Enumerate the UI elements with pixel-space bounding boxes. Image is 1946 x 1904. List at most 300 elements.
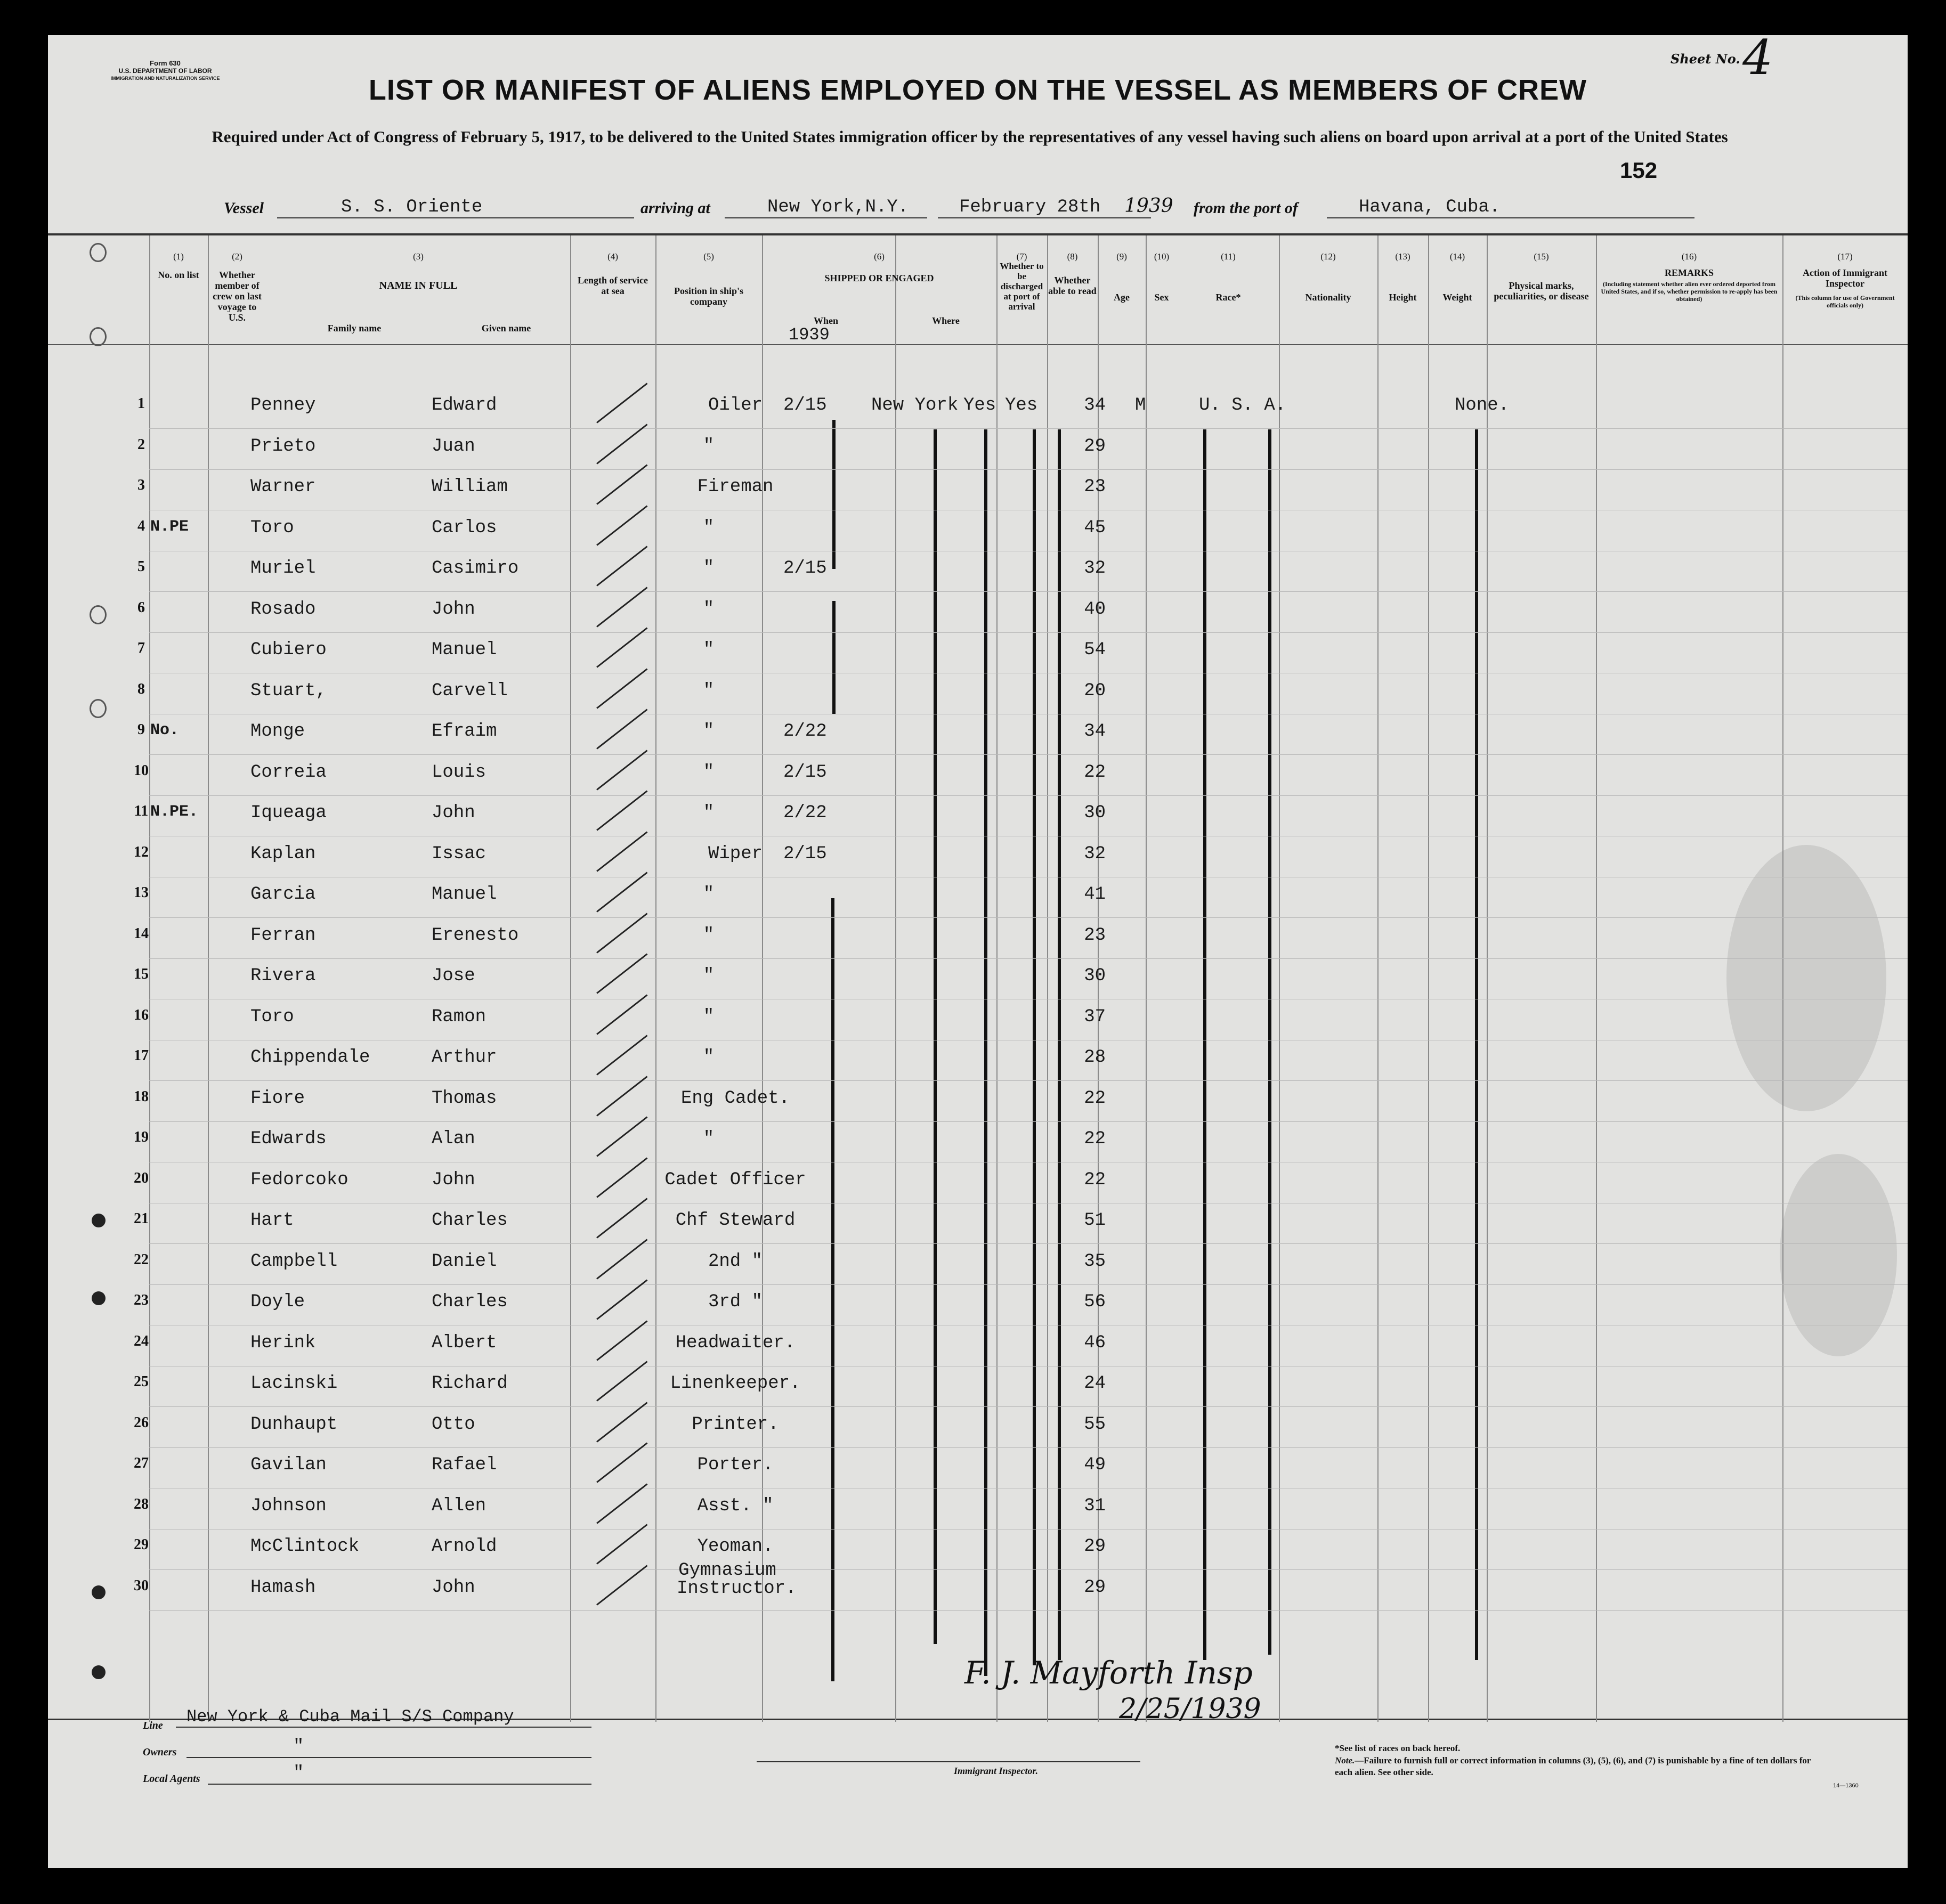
family-name: Lacinski	[250, 1373, 338, 1394]
service-check-mark	[596, 750, 647, 790]
header-bottom-border	[48, 344, 1908, 345]
ditto-line	[832, 601, 836, 714]
row-number: 29	[134, 1536, 149, 1553]
position: "	[703, 640, 715, 660]
position: "	[703, 966, 715, 986]
family-name: Johnson	[250, 1495, 327, 1516]
given-name: Richard	[432, 1373, 508, 1394]
page-subtitle: Required under Act of Congress of February 5, 1917, to be delivered to the United States immigration officer by the representatives of any vessel having such aliens on board upon arrival at a port of the United States	[212, 127, 1728, 146]
penalty-note: Note.—Failure to furnish full or correct information in columns (3), (5), (6), and (7) is punishable by a fine of ten dollars for each alien. See other side.	[1335, 1755, 1811, 1777]
discharged-yes: Yes	[963, 395, 996, 416]
position: Wiper	[708, 843, 763, 864]
col-head: NAME IN FULL	[379, 280, 458, 291]
family-name: Doyle	[250, 1292, 305, 1312]
age: 49	[1084, 1455, 1106, 1475]
service-check-mark	[596, 505, 647, 546]
inspector-label: Immigrant Inspector.	[954, 1765, 1039, 1776]
ditto-line	[1475, 429, 1478, 1660]
vessel-label: Vessel	[224, 199, 264, 217]
service-check-mark	[596, 1239, 647, 1279]
vessel-name: S. S. Oriente	[277, 197, 634, 218]
position: "	[703, 721, 715, 742]
row-line	[149, 1569, 1908, 1570]
position: "	[703, 1006, 715, 1027]
service-check-mark	[596, 1198, 647, 1238]
physical-marks-value: None.	[1455, 395, 1510, 416]
position: "	[703, 762, 715, 783]
local-agents-value: "	[208, 1763, 591, 1785]
row-line	[149, 632, 1908, 633]
service-check-mark	[596, 831, 647, 872]
row-number: 14	[134, 925, 149, 942]
family-name: Correia	[250, 762, 327, 783]
family-name: Iqueaga	[250, 803, 327, 823]
col-num: (3)	[413, 251, 424, 262]
service-check-mark	[596, 953, 647, 994]
col-head: REMARKS	[1664, 267, 1714, 278]
given-name: William	[432, 477, 508, 497]
age: 31	[1084, 1495, 1106, 1516]
row-line	[149, 469, 1908, 470]
service-check-mark	[596, 913, 647, 953]
service-check-mark	[596, 383, 647, 423]
row-number: 30	[134, 1577, 149, 1594]
from-port: Havana, Cuba.	[1327, 197, 1694, 218]
binder-hole	[90, 243, 107, 262]
service-check-mark	[596, 1402, 647, 1442]
col-head: Nationality	[1305, 292, 1351, 303]
family-name: Kaplan	[250, 843, 316, 864]
binder-hole	[92, 1585, 106, 1599]
col-head: No. on list	[158, 270, 199, 280]
family-name: Prieto	[250, 436, 316, 457]
row-line	[149, 917, 1908, 918]
row-line	[149, 1080, 1908, 1081]
row-number: 5	[137, 558, 145, 575]
previous-voyage: N.PE.	[150, 803, 199, 821]
position: "	[703, 1047, 715, 1068]
service-check-mark	[596, 627, 647, 668]
page-title: LIST OR MANIFEST OF ALIENS EMPLOYED ON THE VESSEL AS MEMBERS OF CREW	[368, 74, 1587, 106]
shipped-when: 2/15	[783, 843, 827, 864]
given-name: Manuel	[432, 640, 497, 660]
service-check-mark	[596, 1035, 647, 1075]
previous-voyage: N.PE	[150, 517, 189, 536]
age: 22	[1084, 1169, 1106, 1190]
given-name: John	[432, 803, 475, 823]
binder-hole	[92, 1291, 106, 1305]
age: 56	[1084, 1292, 1106, 1312]
age: 22	[1084, 1129, 1106, 1149]
given-name: Otto	[432, 1414, 475, 1435]
age: 20	[1084, 680, 1106, 701]
binder-hole	[90, 605, 107, 624]
given-name: Edward	[432, 395, 497, 416]
manifest-sheet	[48, 35, 1908, 1868]
position: Printer.	[692, 1414, 779, 1435]
service-check-mark	[596, 587, 647, 627]
row-number: 25	[134, 1373, 149, 1390]
age: 46	[1084, 1332, 1106, 1353]
position: "	[703, 517, 715, 538]
row-number: 9	[137, 721, 145, 738]
col-num: (11)	[1221, 251, 1236, 262]
row-line	[149, 795, 1908, 796]
col-num: (10)	[1154, 251, 1170, 262]
col-num: (12)	[1320, 251, 1336, 262]
row-number: 24	[134, 1332, 149, 1349]
row-number: 12	[134, 843, 149, 860]
col-head: Physical marks, peculiarities, or disease	[1494, 280, 1589, 302]
ditto-line	[832, 420, 836, 569]
service-check-mark	[596, 1279, 647, 1320]
service-check-mark	[596, 994, 647, 1035]
position: "	[703, 884, 715, 905]
age: 32	[1084, 843, 1106, 864]
row-number: 18	[134, 1088, 149, 1105]
family-name: Toro	[250, 1006, 294, 1027]
shipped-when: 2/15	[783, 395, 827, 416]
given-name: Jose	[432, 966, 475, 986]
service-check-mark	[596, 668, 647, 709]
age: 41	[1084, 884, 1106, 905]
position: Headwaiter.	[675, 1332, 796, 1353]
service-check-mark	[596, 1361, 647, 1401]
col-num: (2)	[232, 251, 242, 262]
previous-voyage: No.	[150, 721, 180, 739]
given-name: Manuel	[432, 884, 497, 905]
row-number: 7	[137, 640, 145, 656]
form-id: Form 630 U.S. DEPARTMENT OF LABOR IMMIGRATION AND NATURALIZATION SERVICE	[110, 59, 220, 81]
family-name: Muriel	[250, 558, 316, 579]
family-name: Dunhaupt	[250, 1414, 338, 1435]
row-number: 27	[134, 1455, 149, 1471]
age: 45	[1084, 517, 1106, 538]
ditto-line	[1058, 429, 1061, 1660]
position: "	[703, 599, 715, 620]
family-name: Ferran	[250, 925, 316, 946]
print-code: 14—1360	[1833, 1783, 1859, 1789]
position: "	[703, 1129, 715, 1149]
given-name: Albert	[432, 1332, 497, 1353]
position: "	[703, 680, 715, 701]
family-name: Stuart,	[250, 680, 327, 701]
family-name: Monge	[250, 721, 305, 742]
given-name: Carvell	[432, 680, 508, 701]
sheet-label: Sheet No.	[1671, 51, 1740, 67]
position: "	[703, 558, 715, 579]
row-number: 19	[134, 1129, 149, 1145]
row-number: 23	[134, 1292, 149, 1308]
age: 37	[1084, 1006, 1106, 1027]
inspector-line	[757, 1761, 1140, 1762]
binder-hole	[90, 327, 107, 346]
given-name: Erenesto	[432, 925, 519, 946]
row-number: 1	[137, 395, 145, 412]
col-subhead: Family name	[327, 323, 382, 333]
age: 29	[1084, 1536, 1106, 1557]
col-note: (This column for use of Government officials only)	[1795, 294, 1895, 309]
given-name: Ramon	[432, 1006, 486, 1027]
ditto-line	[1203, 429, 1206, 1660]
col-subhead: Given name	[481, 323, 531, 333]
position: Porter.	[697, 1455, 774, 1475]
row-number: 17	[134, 1047, 149, 1064]
col-head: Whether member of crew on last voyage to U.S.	[213, 270, 262, 323]
family-name: Rivera	[250, 966, 316, 986]
family-name: Garcia	[250, 884, 316, 905]
age: 23	[1084, 477, 1106, 497]
row-line	[149, 591, 1908, 592]
position: Linenkeeper.	[670, 1373, 801, 1394]
shipped-where: New York	[871, 395, 959, 416]
sex-value: M	[1135, 395, 1146, 416]
given-name: Allen	[432, 1495, 486, 1516]
col-head: Position in ship's company	[674, 286, 744, 307]
owners-label: Owners	[143, 1746, 177, 1758]
service-check-mark	[596, 1565, 647, 1605]
col-num: (9)	[1116, 251, 1127, 262]
row-number: 4	[137, 517, 145, 534]
service-check-mark	[596, 464, 647, 505]
service-check-mark	[596, 790, 647, 831]
row-number: 22	[134, 1251, 149, 1268]
row-line	[149, 1406, 1908, 1407]
given-name: Daniel	[432, 1251, 497, 1272]
col-head: Action of Immigrant Inspector	[1803, 267, 1887, 289]
service-check-mark	[596, 1483, 647, 1524]
row-line	[149, 1447, 1908, 1448]
row-number: 6	[137, 599, 145, 616]
row-line	[149, 1121, 1908, 1122]
col-head: SHIPPED OR ENGAGED	[824, 273, 934, 283]
binder-hole	[92, 1214, 106, 1227]
col-num: (8)	[1067, 251, 1078, 262]
stain	[1726, 845, 1886, 1111]
service-check-mark	[596, 546, 647, 586]
given-name: John	[432, 599, 475, 620]
col-num: (1)	[173, 251, 184, 262]
inspector-signature: F. J. Mayforth Insp	[964, 1655, 1253, 1691]
col-head: Length of service at sea	[578, 275, 648, 296]
age: 30	[1084, 966, 1106, 986]
family-name: Fedorcoko	[250, 1169, 348, 1190]
age: 22	[1084, 762, 1106, 783]
ditto-line	[1033, 429, 1036, 1665]
col-num: (4)	[607, 251, 618, 262]
family-name: Toro	[250, 517, 294, 538]
given-name: Casimiro	[432, 558, 519, 579]
binder-hole	[92, 1665, 106, 1679]
given-name: Arthur	[432, 1047, 497, 1068]
row-number: 2	[137, 436, 145, 453]
given-name: Thomas	[432, 1088, 497, 1109]
row-line	[149, 1610, 1908, 1611]
col-num: (16)	[1681, 251, 1697, 262]
stamp-number: 152	[1620, 158, 1658, 183]
row-number: 26	[134, 1414, 149, 1431]
age: 35	[1084, 1251, 1106, 1272]
row-line	[149, 1243, 1908, 1244]
age: 54	[1084, 640, 1106, 660]
family-name: Herink	[250, 1332, 316, 1353]
col-num: (14)	[1449, 251, 1465, 262]
shipped-when: 2/22	[783, 803, 827, 823]
family-name: Warner	[250, 477, 316, 497]
position: 3rd "	[708, 1292, 763, 1312]
col-head: Whether to be discharged at port of arrival	[1000, 261, 1044, 312]
service-check-mark	[596, 709, 647, 749]
col-subhead: When	[813, 315, 838, 326]
row-number: 15	[134, 966, 149, 982]
line-value: New York & Cuba Mail S/S Company	[176, 1707, 591, 1728]
family-name: Campbell	[250, 1251, 338, 1272]
age: 40	[1084, 599, 1106, 620]
signature-date: 2/25/1939	[1119, 1693, 1261, 1725]
service-check-mark	[596, 1524, 647, 1564]
sheet-number: 4	[1742, 35, 1773, 86]
col-head: Age	[1114, 292, 1130, 303]
given-name: Rafael	[432, 1455, 497, 1475]
given-name: John	[432, 1577, 475, 1598]
stain	[1780, 1154, 1897, 1356]
from-label: from the port of	[1194, 199, 1298, 217]
row-number: 10	[134, 762, 149, 779]
shipped-when: 2/22	[783, 721, 827, 742]
age: 29	[1084, 436, 1106, 457]
position: Cadet Officer	[664, 1169, 806, 1190]
age: 55	[1084, 1414, 1106, 1435]
age: 34	[1084, 721, 1106, 742]
given-name: Arnold	[432, 1536, 497, 1557]
age: 24	[1084, 1373, 1106, 1394]
col-head: Height	[1389, 292, 1417, 303]
family-name: Penney	[250, 395, 316, 416]
when-year: 1939	[789, 325, 830, 345]
ditto-line	[984, 429, 987, 1676]
shipped-when: 2/15	[783, 762, 827, 783]
service-check-mark	[596, 872, 647, 912]
family-name: McClintock	[250, 1536, 360, 1557]
row-line	[149, 754, 1908, 755]
arrival-year: 1939	[1124, 195, 1173, 217]
service-check-mark	[596, 1320, 647, 1361]
age: 22	[1084, 1088, 1106, 1109]
family-name: Fiore	[250, 1088, 305, 1109]
position: Fireman	[697, 477, 774, 497]
row-line	[149, 958, 1908, 959]
position: Asst. "	[697, 1495, 774, 1516]
given-name: Louis	[432, 762, 486, 783]
col-num: (6)	[874, 251, 885, 262]
binder-hole	[90, 699, 107, 718]
service-check-mark	[596, 1442, 647, 1483]
shipped-when: 2/15	[783, 558, 827, 579]
given-name: Charles	[432, 1292, 508, 1312]
given-name: Juan	[432, 436, 475, 457]
ditto-line	[831, 898, 834, 1681]
given-name: John	[432, 1169, 475, 1190]
family-name: Hart	[250, 1210, 294, 1231]
arriving-port: New York,N.Y.	[725, 197, 927, 218]
row-number: 3	[137, 477, 145, 493]
local-agents-label: Local Agents	[143, 1773, 200, 1785]
given-name: Issac	[432, 843, 486, 864]
given-name: Carlos	[432, 517, 497, 538]
col-head: Race*	[1215, 292, 1241, 303]
col-num: (13)	[1395, 251, 1410, 262]
arrival-date: February 28th	[938, 197, 1151, 218]
nationality-value: U. S. A.	[1199, 395, 1286, 416]
col-num: (5)	[703, 251, 714, 262]
col-subhead: Where	[932, 315, 960, 326]
position: Yeoman.	[697, 1536, 774, 1557]
row-number: 21	[134, 1210, 149, 1227]
family-name: Gavilan	[250, 1455, 327, 1475]
line-label: Line	[143, 1720, 163, 1731]
position: Gymnasium Instructor.	[677, 1560, 797, 1599]
family-name: Chippendale	[250, 1047, 370, 1068]
given-name: Alan	[432, 1129, 475, 1149]
owners-value: "	[187, 1737, 591, 1758]
col-head: Whether able to read	[1048, 275, 1097, 296]
given-name: Efraim	[432, 721, 497, 742]
age: 23	[1084, 925, 1106, 946]
age: 32	[1084, 558, 1106, 579]
position: "	[703, 436, 715, 457]
row-line	[149, 1284, 1908, 1285]
col-note: (Including statement whether alien ever ordered deported from United States, and if so, whether permission to re-apply has been obtained)	[1601, 280, 1778, 303]
service-check-mark	[596, 1076, 647, 1116]
age: 28	[1084, 1047, 1106, 1068]
age: 29	[1084, 1577, 1106, 1598]
row-number: 16	[134, 1006, 149, 1023]
col-head: Sex	[1154, 292, 1169, 303]
row-number: 20	[134, 1169, 149, 1186]
family-name: Cubiero	[250, 640, 327, 660]
col-num: (7)	[1016, 251, 1027, 262]
row-number: 13	[134, 884, 149, 901]
row-line	[149, 428, 1908, 429]
row-number: 8	[137, 680, 145, 697]
family-name: Rosado	[250, 599, 316, 620]
ditto-line	[1268, 429, 1271, 1655]
row-number: 11	[134, 803, 149, 819]
service-check-mark	[596, 424, 647, 464]
age: 30	[1084, 803, 1106, 823]
service-check-mark	[596, 1116, 647, 1157]
read-yes: Yes	[1005, 395, 1038, 416]
col-num: (17)	[1837, 251, 1853, 262]
position: Eng Cadet.	[680, 1088, 790, 1109]
races-note: *See list of races on back hereof.	[1335, 1743, 1461, 1753]
position: "	[703, 803, 715, 823]
arriving-label: arriving at	[640, 199, 710, 217]
ditto-line	[934, 429, 937, 1644]
family-name: Edwards	[250, 1129, 327, 1149]
position: "	[703, 925, 715, 946]
age: 34	[1084, 395, 1106, 416]
age: 51	[1084, 1210, 1106, 1231]
family-name: Hamash	[250, 1577, 316, 1598]
col-head: Weight	[1442, 292, 1472, 303]
given-name: Charles	[432, 1210, 508, 1231]
position: Oiler	[708, 395, 763, 416]
position: 2nd "	[708, 1251, 763, 1272]
table-top-border	[48, 233, 1908, 235]
col-num: (15)	[1534, 251, 1549, 262]
position: Chf Steward	[675, 1210, 796, 1231]
